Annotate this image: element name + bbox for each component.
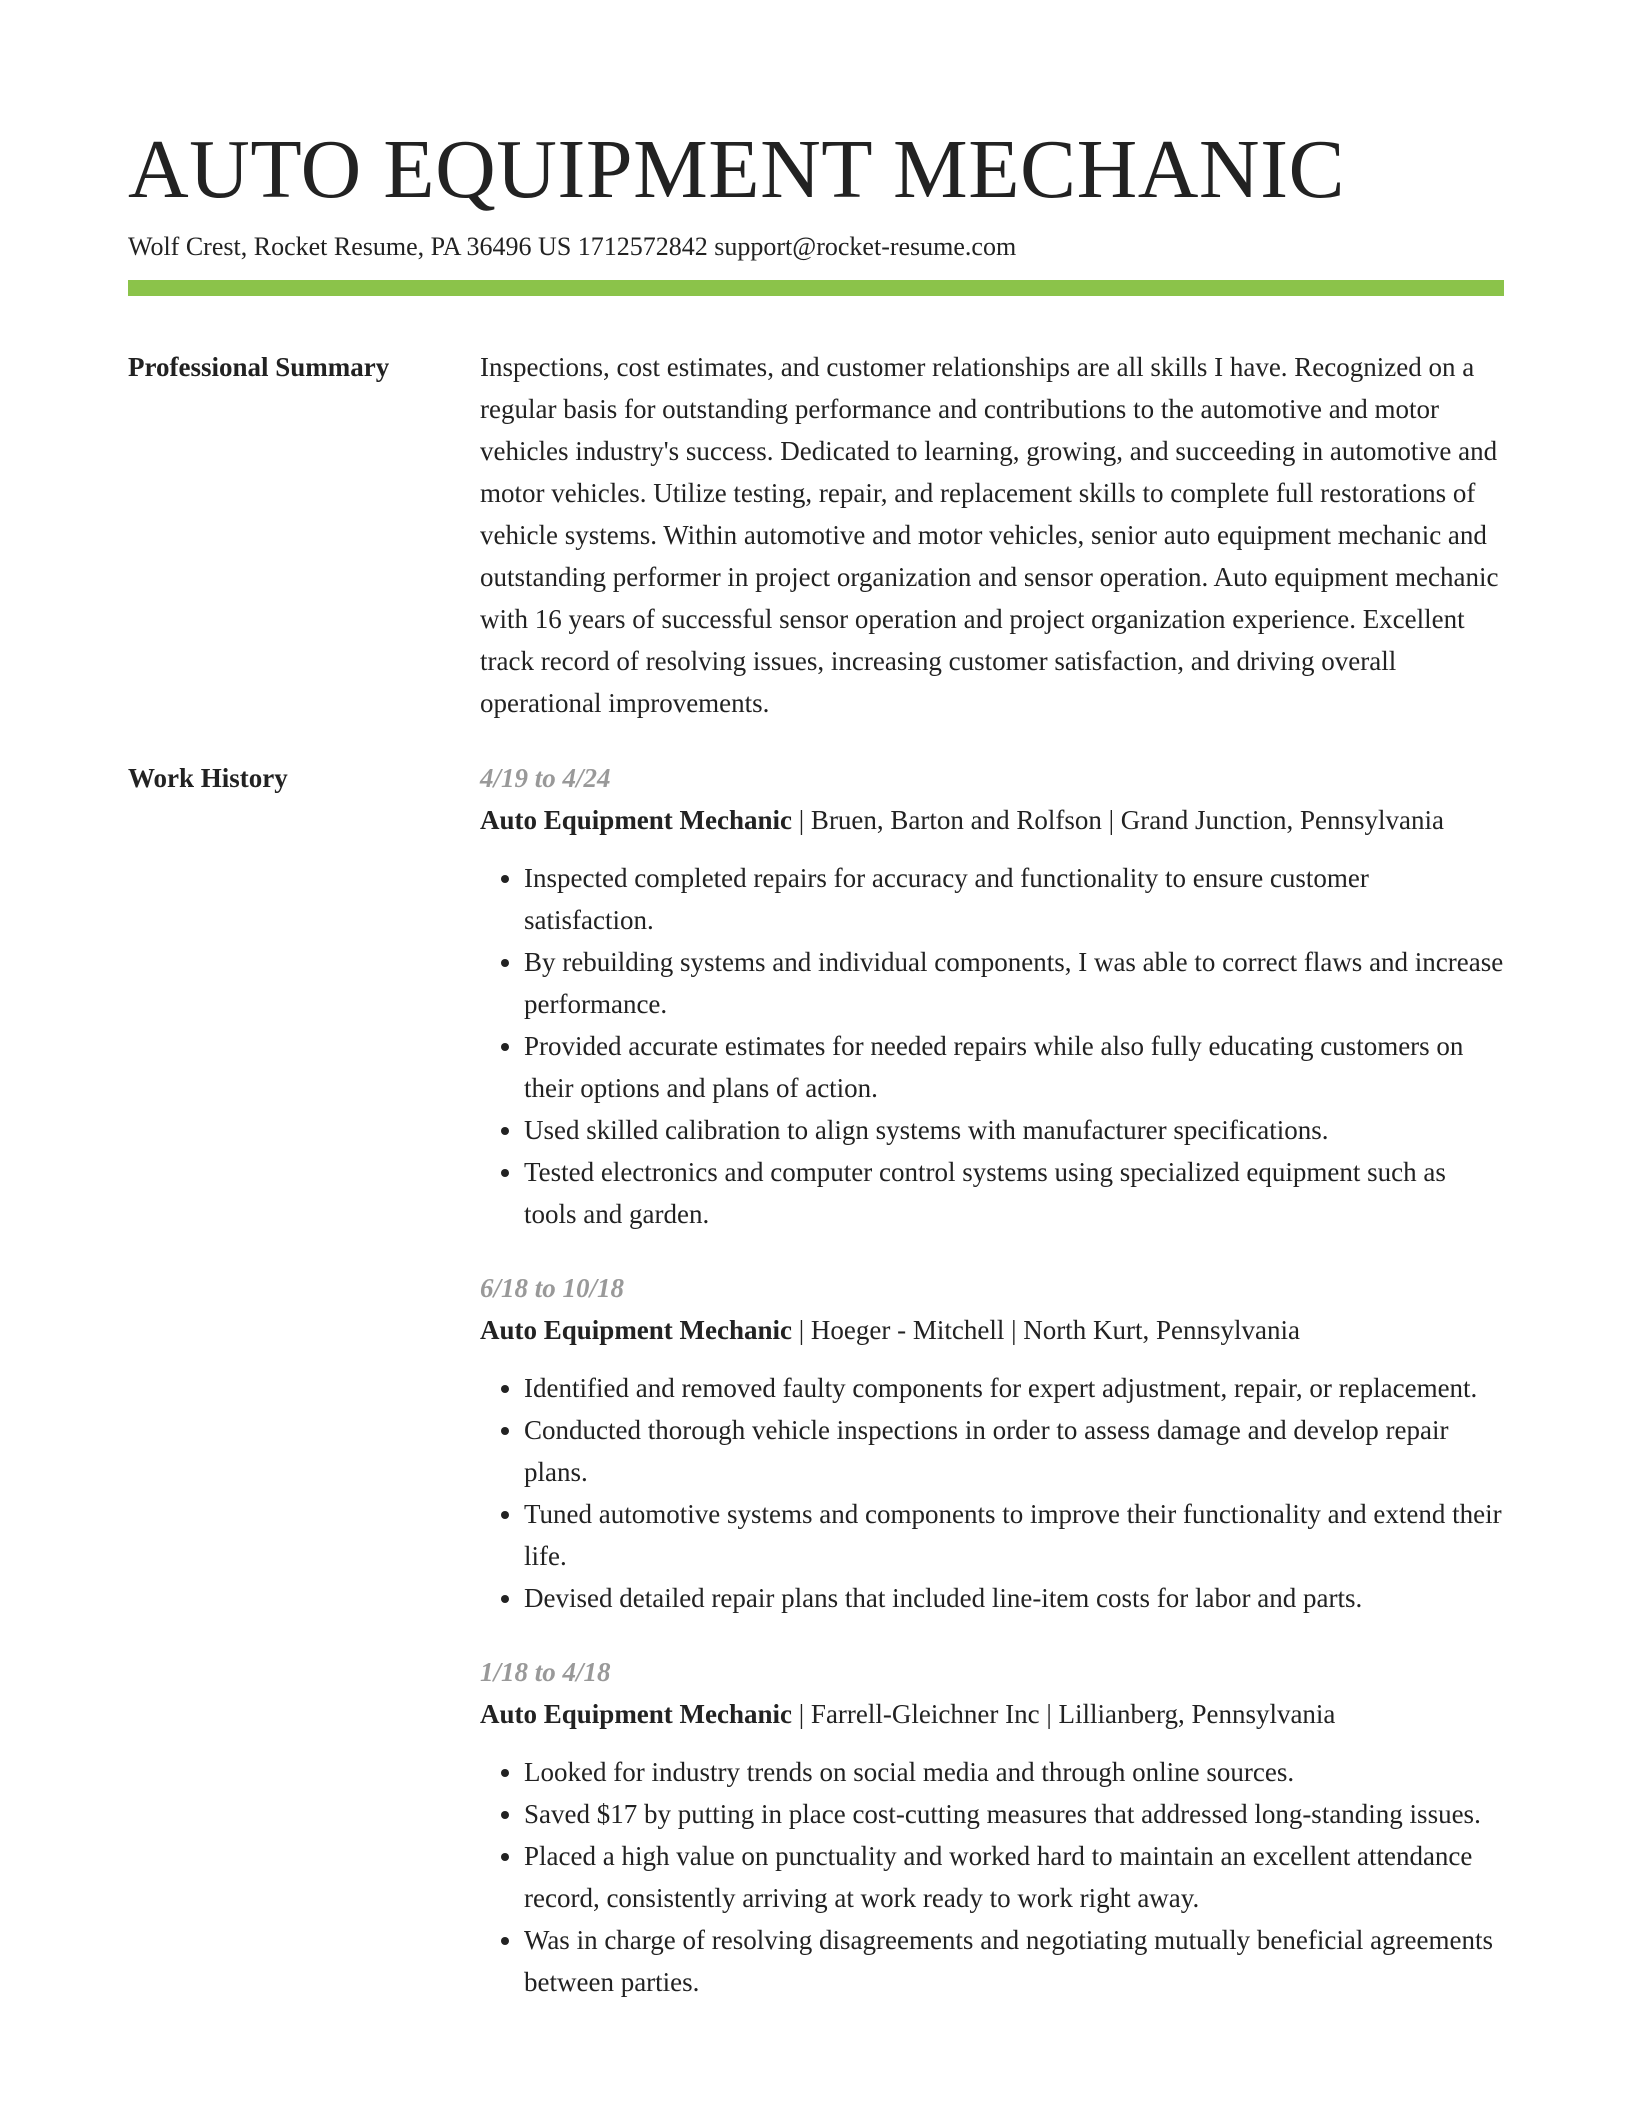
job-duty-item: • Identified and removed faulty components for expert adjustment, repair, or replacement. xyxy=(524,1367,1504,1409)
contact-info: Wolf Crest, Rocket Resume, PA 36496 US 1712572842 support@rocket-resume.com xyxy=(128,232,1017,261)
job-duties-list xyxy=(480,857,1504,1235)
job-title: Auto Equipment Mechanic xyxy=(480,1699,793,1729)
job-dates: 4/19 to 4/24 xyxy=(480,763,611,793)
job-duty-item: • Placed a high value on punctuality and worked hard to maintain an excellent attendance record, consistently arriving at work ready to work right away. xyxy=(524,1835,1504,1919)
job-duty-item: • Provided accurate estimates for needed repairs while also fully educating customers on their options and plans of action. xyxy=(524,1025,1504,1109)
accent-divider xyxy=(128,280,1504,296)
job-duties-list xyxy=(480,1367,1504,1619)
professional-summary-body xyxy=(480,346,1504,724)
job-duty-item: • Used skilled calibration to align systems with manufacturer specifications. xyxy=(524,1109,1504,1151)
job-duty-item: • Conducted thorough vehicle inspections in order to assess damage and develop repair plans. xyxy=(524,1409,1504,1493)
job-title-line xyxy=(480,799,1504,841)
job-duty-item: • Inspected completed repairs for accuracy and functionality to ensure customer satisfaction. xyxy=(524,857,1504,941)
job-duty-item: • Tuned automotive systems and components to improve their functionality and extend their life. xyxy=(524,1493,1504,1577)
resume-page xyxy=(128,0,1504,2003)
job-employer-location: | Farrell-Gleichner Inc | Lillianberg, Pennsylvania xyxy=(792,1699,1336,1729)
job-duty-item: • By rebuilding systems and individual components, I was able to correct flaws and increase performance. xyxy=(524,941,1504,1025)
work-history-section xyxy=(128,757,1504,2003)
work-history-body xyxy=(480,757,1504,2003)
job-title: Auto Equipment Mechanic xyxy=(480,1315,793,1345)
job-duties-list xyxy=(480,1751,1504,2003)
job-title: Auto Equipment Mechanic xyxy=(480,805,793,835)
job-duty-item: • Was in charge of resolving disagreements and negotiating mutually beneficial agreements between parties. xyxy=(524,1919,1504,2003)
job-duty-item: • Tested electronics and computer control systems using specialized equipment such as tools and garden. xyxy=(524,1151,1504,1235)
job-entry xyxy=(480,1267,1504,1619)
job-title-line xyxy=(480,1309,1504,1351)
professional-summary-label: Professional Summary xyxy=(128,352,390,382)
job-employer-location: | Hoeger - Mitchell | North Kurt, Pennsylvania xyxy=(792,1315,1300,1345)
job-dates: 1/18 to 4/18 xyxy=(480,1657,611,1687)
job-duty-item: • Devised detailed repair plans that included line-item costs for labor and parts. xyxy=(524,1577,1504,1619)
resume-name-title: AUTO EQUIPMENT MECHANIC xyxy=(128,123,1346,216)
job-entry xyxy=(480,757,1504,1235)
job-dates: 6/18 to 10/18 xyxy=(480,1273,625,1303)
job-entry xyxy=(480,1651,1504,2003)
job-duty-item: • Saved $17 by putting in place cost-cutting measures that addressed long-standing issues. xyxy=(524,1793,1504,1835)
job-title-line xyxy=(480,1693,1504,1735)
work-history-label: Work History xyxy=(128,763,288,793)
job-employer-location: | Bruen, Barton and Rolfson | Grand Junction, Pennsylvania xyxy=(792,805,1444,835)
job-duty-item: • Looked for industry trends on social media and through online sources. xyxy=(524,1751,1504,1793)
professional-summary-text: Inspections, cost estimates, and customer relationships are all skills I have. Recognized on a regular basis for outstanding performance and contributions to the automotive and motor vehicles industry's success. Dedicated to learning, growing, and succeeding in automotive and motor vehicles. Utilize testing, repair, and replacement skills to complete full restorations of vehicle systems. Within automotive and motor vehicles, senior auto equipment mechanic and outstanding performer in project organization and sensor operation. Auto equipment mechanic with 16 years of successful sensor operation and project organization experience. Excellent track record of resolving issues, increasing customer satisfaction, and driving overall operational improvements. xyxy=(480,352,1499,718)
professional-summary-section xyxy=(128,346,1504,724)
